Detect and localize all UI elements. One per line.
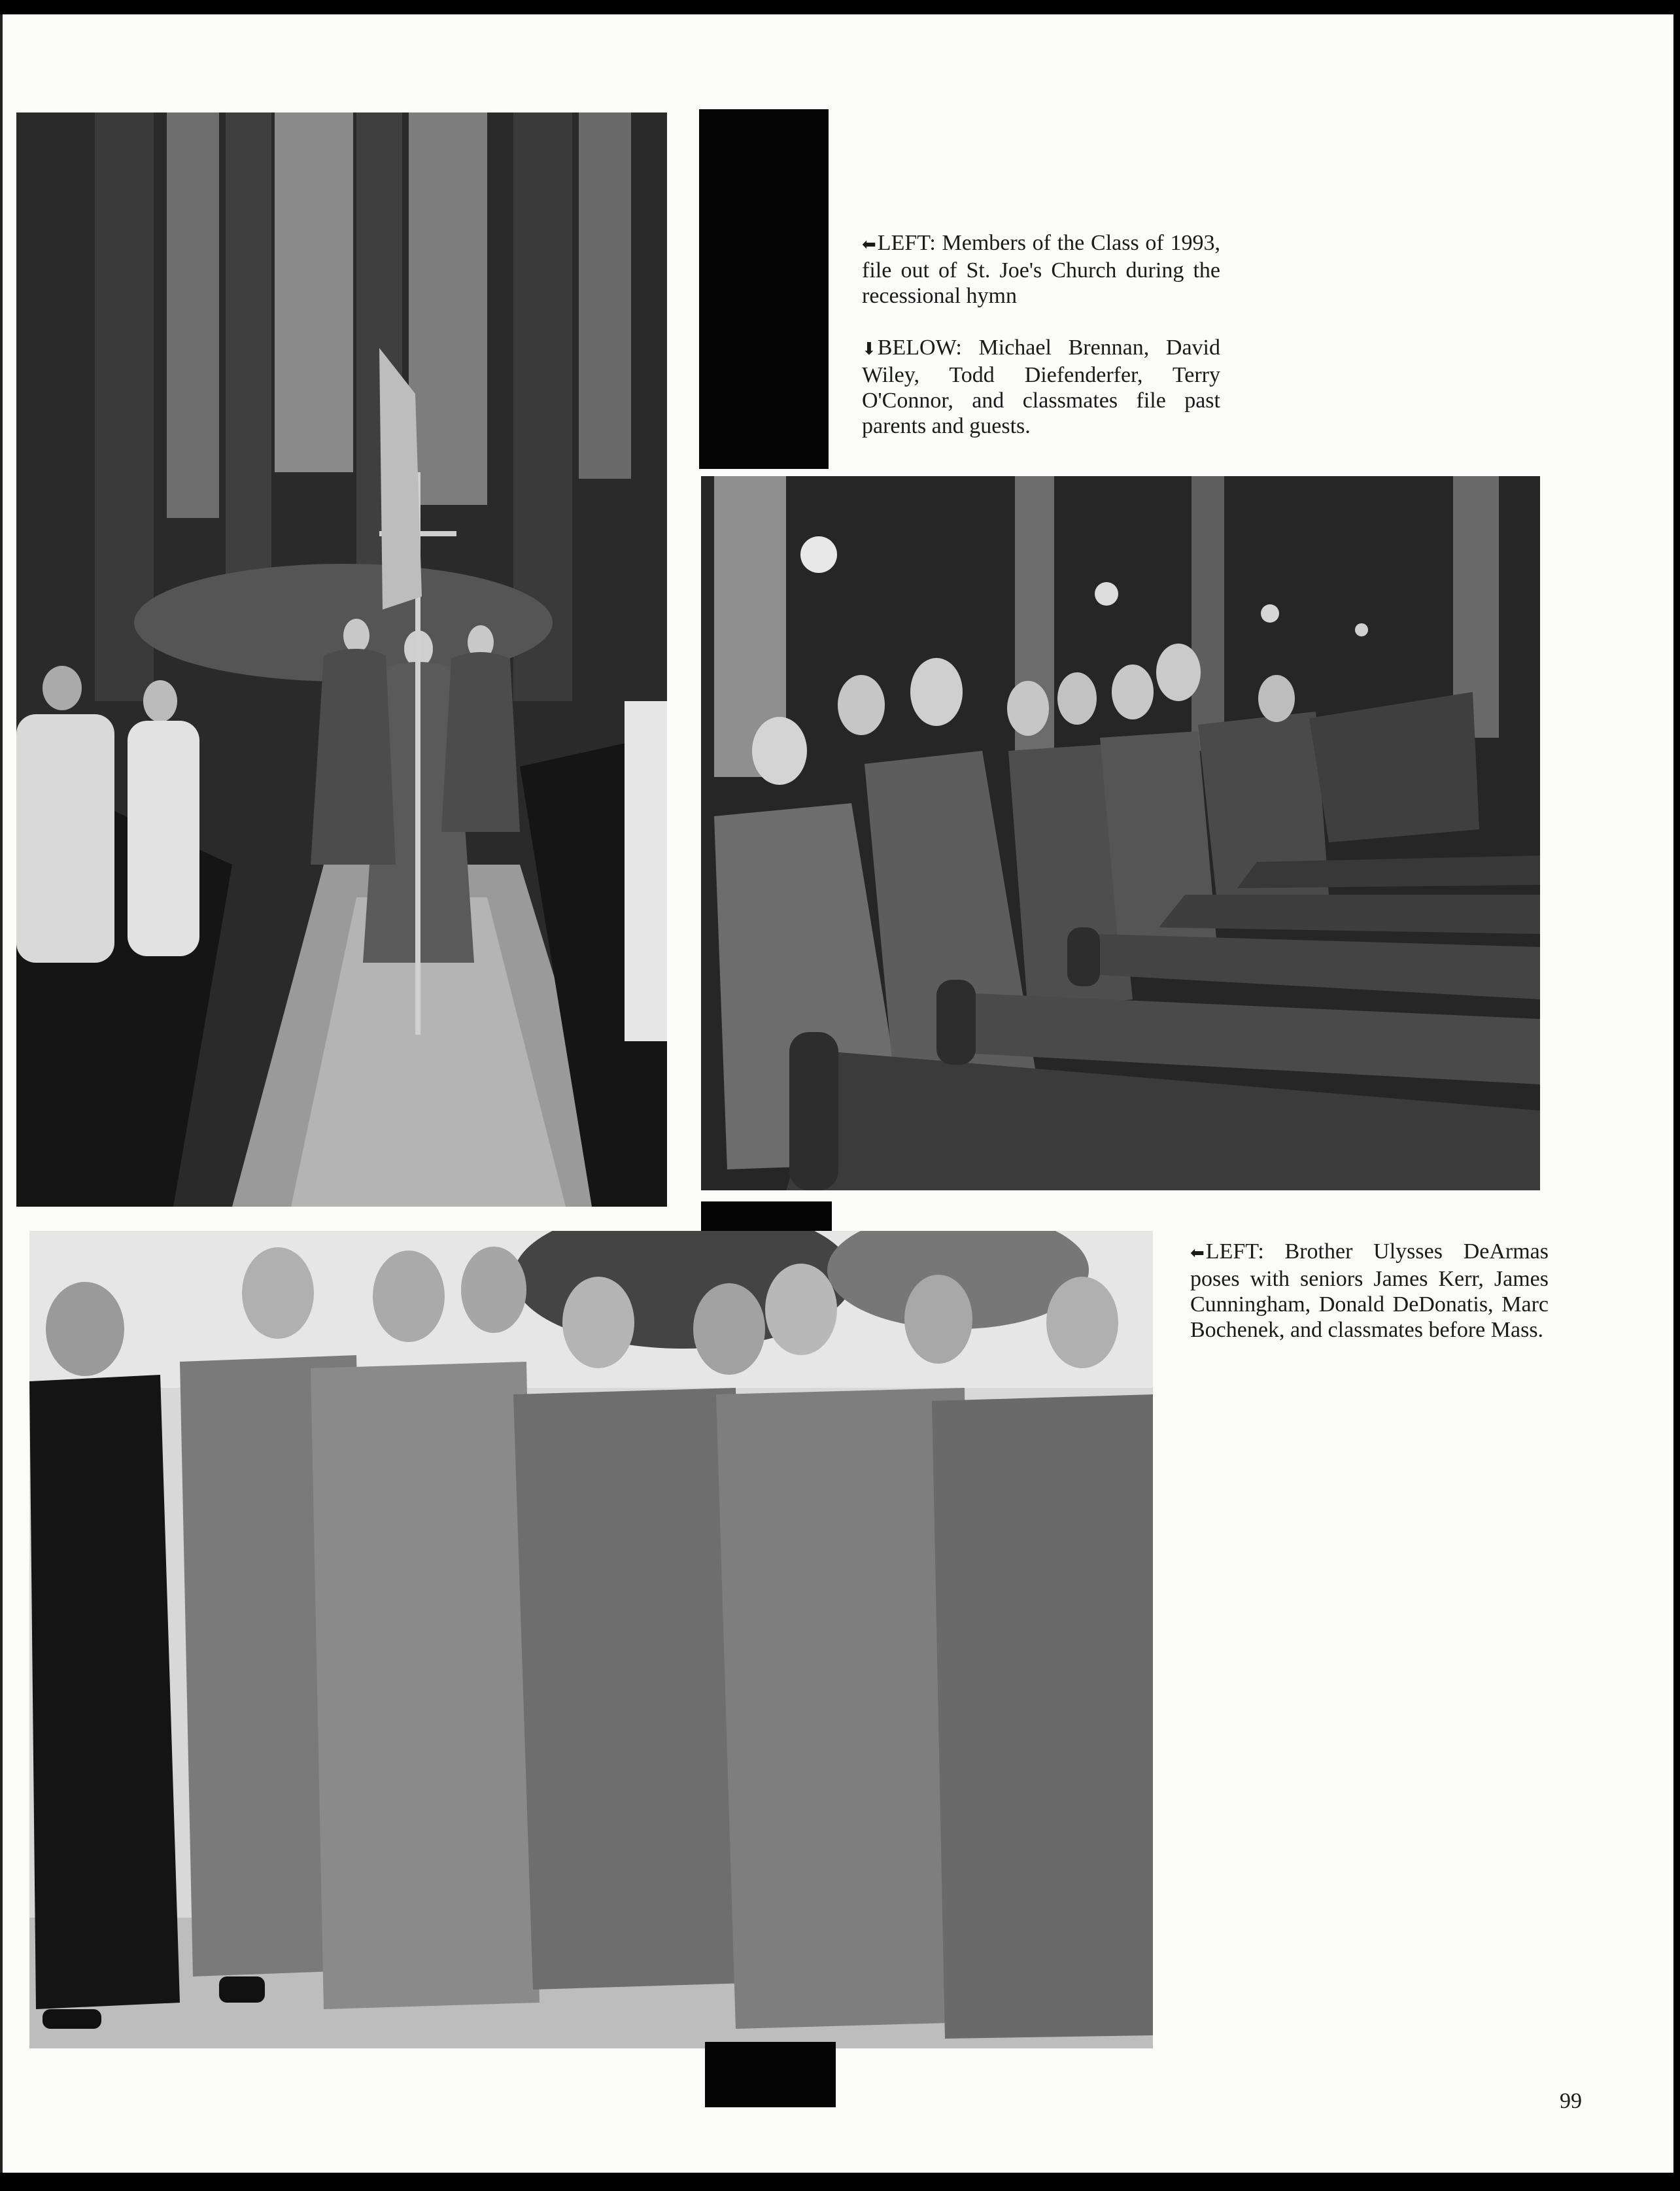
page-number: 99 [1560, 2089, 1582, 2113]
black-block-top [699, 109, 829, 469]
caption-left-procession [862, 230, 1220, 309]
pews-photo [701, 476, 1540, 1190]
down-arrow-icon: ⬇ [862, 339, 876, 359]
caption-text: Members of the Class of 1993, file out of St. Joe's Church during the recessional hymn [862, 231, 1220, 308]
caption-text: Brother Ulysses DeArmas poses with seniors James Kerr, James Cunningham, Donald DeDonatis, Marc Bochenek, and classmates before Mass. [1190, 1239, 1549, 1342]
procession-photo [16, 112, 667, 1207]
black-block-middle [701, 1201, 832, 1234]
caption-group-top [862, 230, 1220, 465]
caption-group-bottom [1190, 1239, 1549, 1369]
caption-label: LEFT: [1205, 1239, 1264, 1264]
left-arrow-icon: ⬅ [862, 235, 876, 254]
caption-label: BELOW: [877, 336, 962, 360]
caption-below-pews [862, 335, 1220, 439]
group-photo [29, 1231, 1153, 2048]
caption-left-group [1190, 1239, 1549, 1343]
black-block-bottom [705, 2042, 836, 2107]
caption-text: Michael Brennan, David Wiley, Todd Diefenderfer, Terry O'Connor, and classmates file past parents and guests. [862, 336, 1221, 438]
left-arrow-icon: ⬅ [1190, 1243, 1205, 1263]
page-edge [0, 14, 3, 2173]
yearbook-page [0, 14, 1673, 2173]
caption-label: LEFT: [877, 231, 936, 255]
